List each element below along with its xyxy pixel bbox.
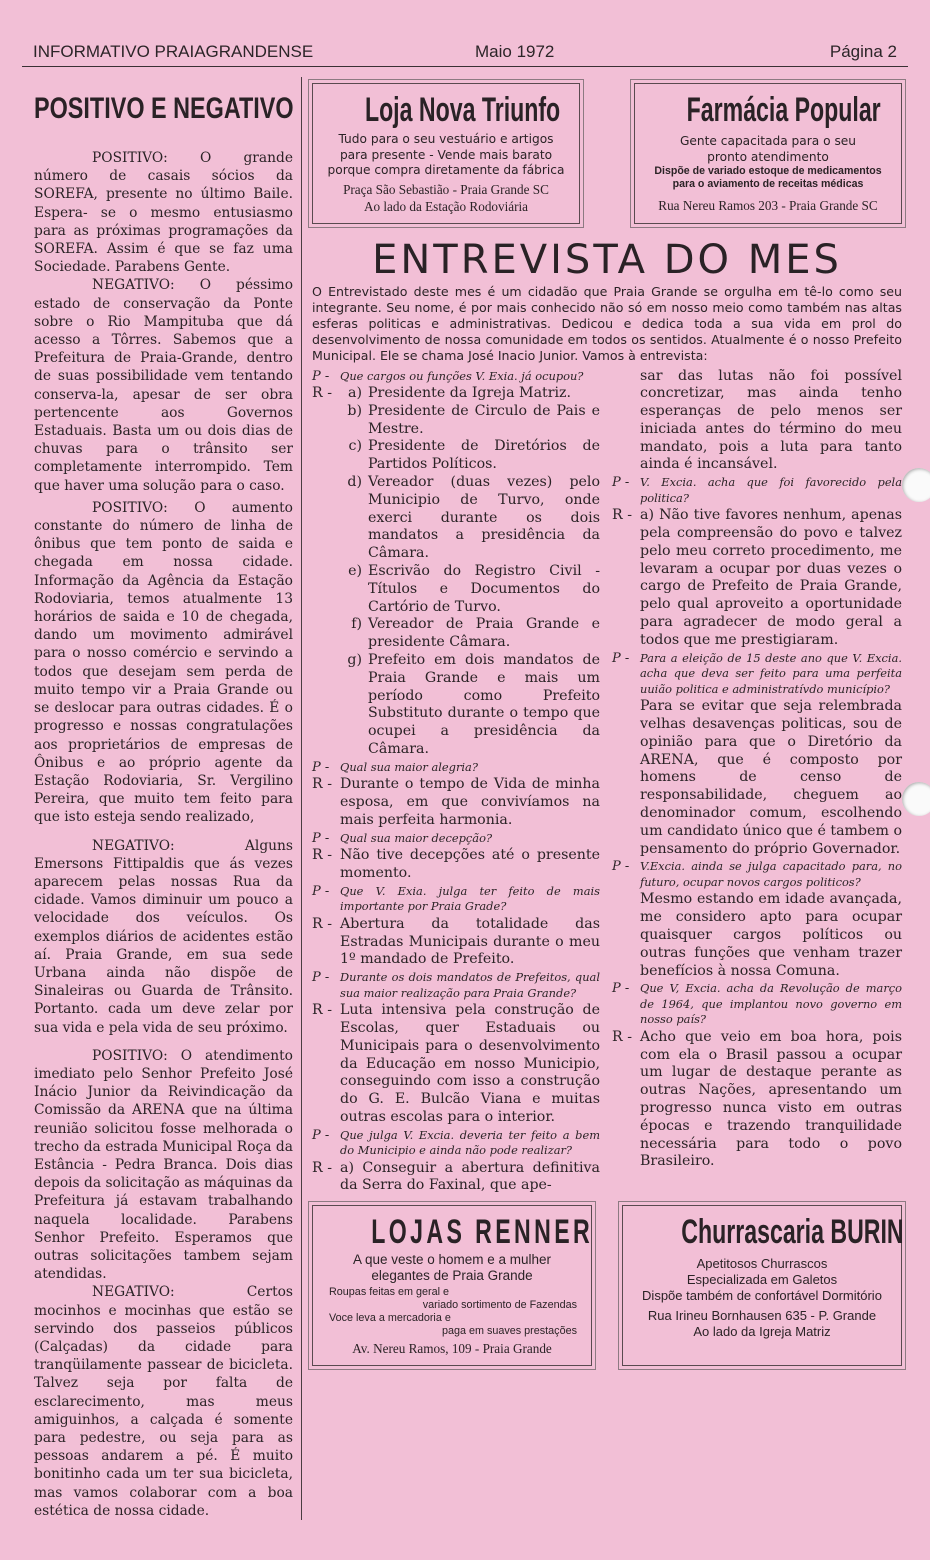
positivo-negativo-column (22, 77, 302, 1520)
publication-name: INFORMATIVO PRAIAGRANDENSE (33, 42, 314, 61)
answer: R - Abertura da totalidade das Estradas Municipais durante o meu 1º mandado de Prefeito. (312, 915, 600, 968)
ad-line: elegantes de Praia Grande (371, 1268, 533, 1284)
question: P - V. Excia. acha que foi favorecido pela politica? (612, 475, 902, 505)
top-ads (312, 83, 902, 224)
ad-small-line: paga em suaves prestações (441, 1325, 577, 1338)
answer: R - Acho que veio em boa hora, pois com ela o Brasil passou a ocupar um lugar de destaque perante as outras Nações, apresentando um progresso nunca visto em outras épocas e trazendo tranquilidade necessária para todo o povo Brasileiro. (612, 1028, 902, 1170)
answer: Para se evitar que seja relembrada velhas desavenças politicas, sou de opinião para que o Diretório da ARENA, que é composto por homens de censo de responsabilidade, cheguem ao denominador comum, escolhendo um candidato único que é tambem o pensamento do próprio Governador. (640, 698, 902, 857)
ad-farmacia-popular (634, 83, 902, 224)
right-section (302, 77, 902, 1366)
issue-date: Maio 1972 (475, 42, 555, 61)
answer-item: c) Presidente de Diretórios de Partidos Políticos. (348, 438, 600, 473)
ad-title: LOJAS RENNER (371, 1213, 594, 1252)
question: P - Qual sua maior alegria? (312, 759, 478, 775)
paragraph: NEGATIVO: Certos mocinhos e mocinhas que estão se servindo dos passeios públicos (Calçadas) da cidade para tranqüilamente passear de bicicleta. Talvez seja por falta de esclarecimento, mas meus amiguinhos, a calçada é somente para pedestre, ou seja para as pessoas andarem a pé. É muito bonitinho cada um ter sua bicicleta, mas vamos colaborar com a boa estética de nossa cidade. (34, 1284, 293, 1519)
answer-item: g) Prefeito em dois mandatos de Praia Grande e mais um período como Prefeito Substituto durante o tempo que ocupei a presidência da Câmara. (347, 651, 600, 757)
ad-line: pronto atendimento (707, 149, 829, 164)
ad-small-line: Roupas feitas em geral e (329, 1286, 450, 1299)
question: P - Qual sua maior decepção? (312, 830, 493, 846)
interview-columns (312, 368, 902, 1196)
ad-churrascaria-burin (622, 1205, 902, 1366)
ad-line: Especializada em Galetos (686, 1272, 838, 1288)
answer-item: a) Presidente da Igreja Matriz. (348, 385, 572, 401)
header-rule (22, 66, 908, 67)
answer-item: f) Vereador de Praia Grande e presidente Câmara. (351, 616, 600, 651)
answer-continued: sar das lutas não foi possível concretizar, mas ainda tenho esperanças de pelo menos ser iniciada antes do término do meu mandato, pois a luta para tanto ainda é incansável. (640, 367, 902, 473)
ad-line: Dispõe também de confortável Dormitório (642, 1288, 882, 1304)
paragraph: NEGATIVO: O péssimo estado de conservação da Ponte sobre o Rio Mampituba que dá acesso a Tôrres. Sabemos que a Prefeitura de Praia-Grande, dentro de suas possibilidade vem tentando conserva-la, apesar de ser obra pertencente aos Governos Estaduais. Basta um ou dois dias de chuvas para o trânsito ser completamente interrompido. Tem que haver uma solução para o caso. (34, 277, 293, 494)
punch-hole (902, 782, 930, 816)
ad-line: porque compra diretamente da fábrica (327, 163, 565, 177)
page-number: Página 2 (829, 42, 897, 61)
punch-hole (902, 468, 930, 502)
ad-small-line: Voce leva a mercadoria e (329, 1312, 451, 1325)
ad-address: Av. Nereu Ramos, 109 - Praia Grande (352, 1341, 552, 1357)
interview-title: ENTREVISTA DO MES (372, 236, 842, 283)
answer-item: b) Presidente de Circulo de Pais e Mestre. (347, 402, 600, 437)
answer-item: d) Vereador (duas vezes) pelo Municipio de Turvo, onde exerci durante os dois mandatos a presidência da Câmara. (347, 473, 600, 562)
ad-address: Rua Nereu Ramos 203 - Praia Grande SC (658, 198, 878, 213)
question: P - Que V, Excia. acha da Revolução de março de 1964, que implantou novo governo em nosso país? (612, 981, 902, 1027)
ad-line: A que veste o homem e a mulher (352, 1252, 552, 1268)
question: P - V.Excia. ainda se julga capacitado para, no futuro, ocupar novos cargos politicos? (612, 859, 902, 889)
ad-line: para presente - Vende mais barato (339, 147, 553, 162)
ad-address: Ao lado da Estação Rodoviária (363, 198, 529, 214)
ad-small-line: Dispõe de variado estoque de medicamentos (654, 165, 882, 177)
page-header (33, 42, 897, 64)
bottom-ads (312, 1205, 902, 1366)
ad-title: Churrascaria BURIN (681, 1213, 904, 1252)
column-text (34, 149, 293, 1520)
ad-title: Farmácia Popular (686, 91, 881, 129)
ad-small-line: variado sortimento de Fazendas (422, 1299, 577, 1312)
answer: R - Não tive decepções até o presente momento. (312, 847, 600, 881)
paragraph: NEGATIVO: Alguns Emersons Fittipaldis que ás vezes aparecem pelas nossas Rua da cidade. Vamos diminuir um pouco a velocidade dos veículos. Os exemplos diários de acidentes estão aí. Praia Grande, em sua sede Urbana ainda não dispõe de Sinaleiras ou Guarda de Trânsito. Portanto. cada um deve zelar por sua vida e pela vida de seu próximo. (34, 837, 293, 1036)
answer-item: e) Escrivão do Registro Civil - Títulos e Documentos do Cartório de Turvo. (348, 562, 600, 615)
ad-line: Apetitosos Churrascos (696, 1256, 828, 1272)
answer: R - a) Não tive favores nenhum, apenas pela compreensão do povo e talvez pelo meu correto procedimento, me levaram a ocupar por duas vezes o cargo de Prefeito de Praia Grande, pelo qual aproveito a oportunidade para agradecer de modo geral a todos que me prestigiaram. (612, 507, 902, 648)
question: P - Que cargos ou funções V. Exia. já ocupou? (312, 368, 584, 384)
question: P - Que julga V. Excia. deveria ter feito a bem do Municipio e ainda não pode realizar? (312, 1127, 600, 1158)
paragraph: POSITIVO: O grande número de casais sócios da SOREFA, presente no último Baile. Espera- se o mesmo entusiasmo para as próximas programações da SOREFA. Assim é que se faz uma Sociedade. Parabens Gente. (34, 150, 293, 276)
ad-line: Tudo para o seu vestuário e artigos (338, 132, 554, 146)
ad-line: Gente capacitada para o seu (679, 134, 857, 148)
answer: Mesmo estando em idade avançada, me considero apto para ocupar quaisquer cargos políticos ou outras funções que venham trazer benefícios à nossa Comuna. (640, 891, 902, 979)
page-body (22, 77, 908, 1520)
ad-address: Rua Irineu Bornhausen 635 - P. Grande (647, 1308, 877, 1324)
interview-column-right (612, 368, 902, 1196)
answer: R - a) Presidente da Igreja Matriz. b) Presidente de Circulo de Pais e Mestre. c) Presidente de Diretórios de Partidos Políticos. d) Vereador (duas vezes) pelo Municipio de Turvo, onde exerci durante os dois mandatos a presidência da Câmara. e) Escrivão do Registro Civil - Títulos e Documentos do Cartório de Turvo. f) Vereador de Praia Grande e presidente Câmara. g) Prefeito em dois mandatos de Praia Grande e mais um período como Prefeito Substituto durante o tempo que ocupei a presidência da Câmara. (312, 385, 600, 757)
answer: R - Luta intensiva pela construção de Escolas, quer Estaduais ou Municipais para o desenvolvimento da Educação em nosso Municipio, conseguindo com isso a construção do G. E. Bulcão Viana e muitas outras escolas para o interior. (312, 1002, 600, 1125)
paragraph: POSITIVO: O aumento constante do número de linha de ônibus que tem ponto de saida e chegada em nossa cidade. Informação da Agência da Estação Rodoviaria, temos atualmente 13 horários de saida e 10 de chegada, dando um movimento admirável para o nosso comércio e servindo a todos que desejam sem perda de muito tempo vir a Praia Grande ou se deslocar para outras cidades. É o progresso e nossas congratulações aos proprietários de empresas de Ônibus e ao próprio agente da Estação Rodoviaria, Sr. Vergilino Pereira, que muito tem feito para que isto esteja sendo realizado, (34, 499, 293, 826)
interview-column-left (312, 368, 600, 1196)
answer: R - Durante o tempo de Vida de minha esposa, em que convivíamos na mais perfeita harmonia. (312, 776, 600, 828)
ad-title: Loja Nova Triunfo (364, 91, 561, 129)
paragraph: POSITIVO: O atendimento imediato pelo Senhor Prefeito José Inácio Junior da Reivindicação da Comissão da ARENA que na última reunião solicitou fosse melhorada o trecho da estrada Municipal Roça da Estância - Pedra Branca. Dois dias depois da solicitação as máquinas da Prefeitura já estavam trabalhando naquela localidade. Parabens Senhor Prefeito. Esperamos que outras solicitações tambem sejam atendidas. (34, 1047, 293, 1283)
question: P - Para a eleição de 15 deste ano que V. Excia. acha que deva ser feito para uma perfeita uuião politica e administratívdo município? (612, 650, 902, 696)
ad-address: Praça São Sebastião - Praia Grande SC (343, 181, 549, 197)
ad-loja-nova-triunfo (312, 83, 580, 224)
ad-small-line: para o aviamento de receitas médicas (672, 178, 864, 190)
question: P - Que V. Exia. julga ter feito de mais importante por Praia Grade? (312, 883, 600, 914)
section-title: POSITIVO E NEGATIVO (34, 92, 294, 125)
question: P - Durante os dois mandatos de Prefeitos, qual sua maior realização para Praia Grande? (312, 970, 600, 1000)
ad-address: Ao lado da Igreja Matriz (693, 1324, 831, 1340)
ad-lojas-renner (312, 1205, 592, 1366)
answer: R - a) Conseguir a abertura definitiva da Serra do Faxinal, que ape- (312, 1159, 600, 1194)
interview-intro: O Entrevistado deste mes é um cidadão que Praia Grande se orgulha em tê-lo como seu integrante. Seu nome, é por mais conhecido não só em nosso meio como também nas altas esferas politicas e administrativas. Dedicou e dedica toda a sua vida em prol do desenvolvimento de nossa comunidade em todos os sentidos. Atualmente é o nosso Prefeito Municipal. Ele se chama José Inacio Junior. Vamos à entrevista: (312, 283, 902, 363)
